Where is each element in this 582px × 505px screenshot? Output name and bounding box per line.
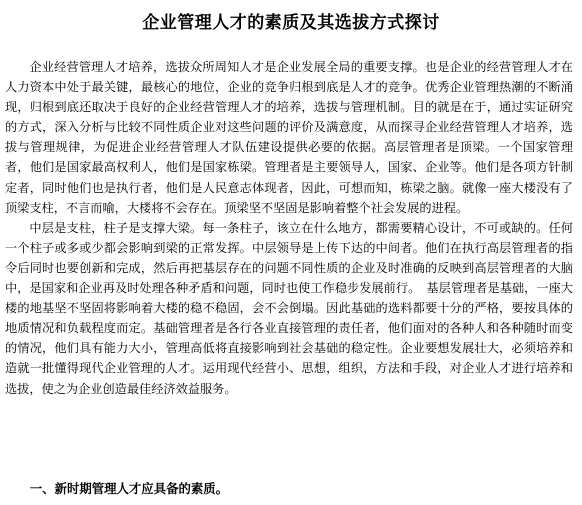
paragraph: 企业经营管理人才培养，选拔众所周知人才是企业发展全局的重要支撑。也是企业的经营管理人才在人力资本中处于最关键，最核心的地位，企业的竞争归根到底是人才的竞争。优秀企业管理热潮的不断涌现，归根到底还取决于良好的企业经营管理人才的培养，选拔与管理机制。目的就是在于，通过实证研究的方式，深入分析与比较不同性质企业对这些问题的评价及满意度，从而探寻企业经营管理人才培养，选拔与管理规律，为促进企业经营管理人才队伍建设提供必要的依据。高层管理者是顶梁。一个国家管理者，他们是国家最高权利人，他们是国家栋梁。管理者是主要领导人，国家、企业等。他们是各项方针制定者，同时他们也是执行者，他们是人民意志体现者，因此，可想而知，栋梁之脑。就像一座大楼没有了顶梁支柱，不言而喻，大楼将不会存在。顶梁坚不坚固是影响着整个社会发展的进程。 (5, 60, 573, 215)
section-heading: 一、新时期管理人才应具备的素质。 (29, 481, 229, 496)
document-title: 企业管理人才的素质及其选拔方式探讨 (142, 13, 440, 33)
paragraph: 中层是支柱，柱子是支撑大梁。每一条柱子，该立在什么地方，都需要精心设计，不可或缺的。任何一个柱子或多或少都会影响到梁的正常发挥。中层领导是上传下达的中间者。他们在执行高层管理者的指令后同时也要创新和完成，然后再把基层存在的问题不同性质的企业及时准确的反映到高层管理者的大脑中，是国家和企业再及时处理各种矛盾和问题，同时也使工作稳步发展前行。 基层管理者是基础，一座大楼的地基坚不坚固将影响着大楼的稳不稳固，会不会倒塌。因此基础的选料都要十分的严格，要按具体的地质情况和负载程度而定。基础管理者是各行各业直接管理的责任者，他们面对的各种人和各种随时而变的情况，他们具有能力大小，管理高低将直接影响到社会基础的稳定性。企业要想发展壮大，必须培养和造就一批懂得现代企业管理的人才。运用现代经营小、思想，组织，方法和手段，对企业人才进行培养和选拔，使之为企业创造最佳经济效益服务。 (5, 220, 573, 396)
document-body (5, 57, 573, 399)
